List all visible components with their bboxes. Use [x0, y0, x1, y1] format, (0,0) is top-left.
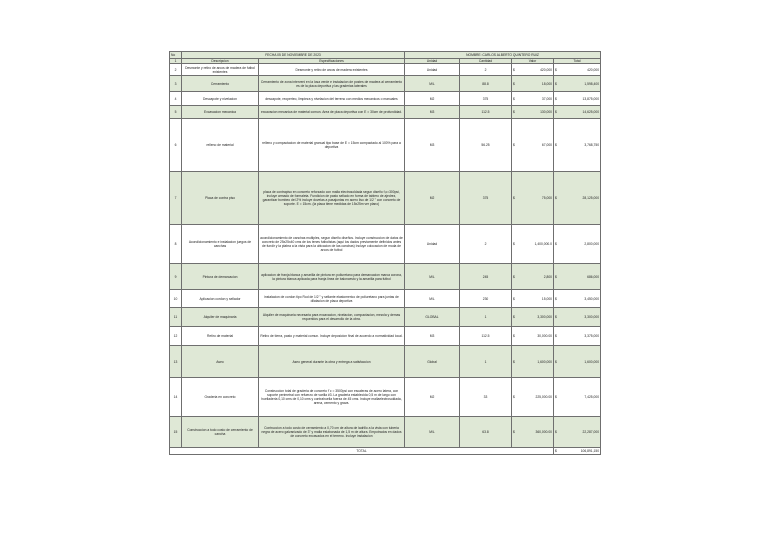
- amount: 3,300,000: [537, 315, 552, 320]
- currency-symbol: $: [555, 196, 557, 201]
- amount: 360,000.00: [535, 430, 552, 435]
- row-value: [512, 346, 554, 378]
- currency-symbol: $: [555, 296, 557, 301]
- budget-table: [169, 51, 601, 455]
- amount: 225,000.00: [535, 395, 552, 400]
- row-unit: M/L: [405, 417, 460, 448]
- row-value: [512, 119, 554, 172]
- amount: 15,000: [541, 296, 552, 301]
- row-quantity: 88.8: [460, 76, 512, 92]
- currency-symbol: $: [513, 395, 515, 400]
- name-header: NOMBRE: CARLOS ALBERTO QUINTERO RUIZ: [405, 52, 601, 59]
- row-total: [554, 225, 601, 264]
- currency-symbol: $: [513, 242, 515, 247]
- amount: 28,125,000: [582, 196, 600, 201]
- row-description: Placa de contra piso: [182, 172, 259, 225]
- row-specifications: Contruccion a todo costo de cerramiento a 0,70 cm de altura de ladrillo a la vista con tuberia negra de acero galvanizado de 3" y malla eslabonada de 1,5 m de altura. Empotrados en dados de concreto excavados en el terreno. Incluye instalacion: [259, 417, 405, 448]
- row-quantity: 375: [460, 92, 512, 106]
- row-value: [512, 264, 554, 290]
- total-row: [170, 448, 601, 455]
- row-total: [554, 64, 601, 76]
- row-total: [554, 119, 601, 172]
- amount: 13,875,000: [582, 96, 600, 101]
- currency-symbol: $: [513, 359, 515, 364]
- amount: 3,375,000: [584, 334, 600, 339]
- row-unit: Unidad: [405, 64, 460, 76]
- col-unit: Unidad: [405, 59, 460, 64]
- currency-symbol: $: [513, 96, 515, 101]
- amount: 18,000: [541, 81, 552, 86]
- no-header: No: [170, 52, 182, 59]
- currency-symbol: $: [555, 449, 557, 454]
- row-total: [554, 92, 601, 106]
- currency-symbol: $: [513, 296, 515, 301]
- table-row: [170, 225, 601, 264]
- amount: 1,600,000: [537, 359, 552, 364]
- row-quantity: 33: [460, 378, 512, 417]
- amount: 130,000: [540, 110, 552, 115]
- row-specifications: Alquiler de maquinaria necesaria para excavacion, nivelacion, compactacion, mezcla y demas requeridos para el desarrollo de la obra.: [259, 308, 405, 327]
- row-description: Graderia en concreto: [182, 378, 259, 417]
- row-specifications: instalacion de cordon tipo Rod de 1/2 " y sellante elastomerico de poliuretano para juntas de dilatacion de placa deportiva: [259, 290, 405, 308]
- row-description: Aseo: [182, 346, 259, 378]
- row-specifications: Retiro de tierra, pasto y material comun. Incluye deposicion final de acuerdo a normatividad local.: [259, 327, 405, 346]
- table-row: [170, 172, 601, 225]
- currency-symbol: $: [555, 67, 557, 72]
- currency-symbol: $: [555, 430, 557, 435]
- currency-symbol: $: [513, 334, 515, 339]
- row-number: 15: [170, 417, 182, 448]
- row-total: [554, 290, 601, 308]
- header-row: [170, 52, 601, 59]
- row-specifications: Desmonte y retiro de arcos de madera existentes: [259, 64, 405, 76]
- row-value: [512, 92, 554, 106]
- row-value: [512, 417, 554, 448]
- row-value: [512, 106, 554, 119]
- row-quantity: 1: [460, 346, 512, 378]
- row-description: Cerramiento: [182, 76, 259, 92]
- amount: 1,600,000: [584, 359, 600, 364]
- amount: 3,450,000: [584, 296, 600, 301]
- row-total: [554, 172, 601, 225]
- currency-symbol: $: [555, 274, 557, 279]
- row-number: 12: [170, 327, 182, 346]
- currency-symbol: $: [555, 143, 557, 148]
- row-value: [512, 172, 554, 225]
- row-unit: M3: [405, 106, 460, 119]
- currency-symbol: $: [555, 81, 557, 86]
- amount: 106,891,150: [580, 449, 600, 454]
- date-header: FECHA 05 DE NOVIEMBRE DE 2023: [182, 52, 405, 59]
- amount: 3,300,000: [584, 315, 600, 320]
- row-total: [554, 327, 601, 346]
- currency-symbol: $: [513, 274, 515, 279]
- currency-symbol: $: [555, 359, 557, 364]
- currency-symbol: $: [555, 96, 557, 101]
- total-amount-cell: [554, 448, 601, 455]
- row-specifications: acondicionamiento de canchas multiples, segun diseño diseños. Incluye construccion de datos de concreto de 25x25x40 cms de los tenes futbolistas (aqui los dados previamente definidos antes de fundir y la plabra a la vista para la ubicacion de las canchas) Incluye colocacion de moda de arcos de futbol: [259, 225, 405, 264]
- row-description: Retiro de material: [182, 327, 259, 346]
- row-unit: GLOBAL: [405, 308, 460, 327]
- total-label: TOTAL: [170, 448, 554, 455]
- table-row: [170, 378, 601, 417]
- row-value: [512, 64, 554, 76]
- row-number: 5: [170, 106, 182, 119]
- row-quantity: 112.5: [460, 106, 512, 119]
- row-value: [512, 290, 554, 308]
- row-unit: Global: [405, 346, 460, 378]
- row-number: 10: [170, 290, 182, 308]
- amount: 30,000.00: [537, 334, 552, 339]
- row-specifications: descapote, reoperteo, limpieza y nivelacion del terreno con medios mecanicos o manuales: [259, 92, 405, 106]
- row-specifications: aplicacion de franja blanca y amarilla de pintura en poliuretano para demarcacion marca corona, la pintura blanca aplicada para franja linea de baloncesto y la amarilla para futbol: [259, 264, 405, 290]
- row-total: [554, 308, 601, 327]
- amount: 2,800,000: [584, 242, 600, 247]
- col-description: Descripcion: [182, 59, 259, 64]
- table-row: [170, 106, 601, 119]
- row-specifications: relleno y compactacion de material granual tipo base de E = 15cm compactado al 100% para a deportiva: [259, 119, 405, 172]
- amount: 22,287,000: [582, 430, 600, 435]
- row-description: Descapote y nivelacion: [182, 92, 259, 106]
- col-quantity: Cantidad: [460, 59, 512, 64]
- currency-symbol: $: [555, 242, 557, 247]
- row-unit: M2: [405, 172, 460, 225]
- amount: 75,000: [541, 196, 552, 201]
- row-quantity: 375: [460, 172, 512, 225]
- col-specifications: Especificaciones: [259, 59, 405, 64]
- table-row: [170, 417, 601, 448]
- table-row: [170, 308, 601, 327]
- row-unit: M2: [405, 92, 460, 106]
- row-description: Acondicionamiento e instalacion juegos de canchas: [182, 225, 259, 264]
- currency-symbol: $: [513, 81, 515, 86]
- currency-symbol: $: [513, 430, 515, 435]
- amount: 420,000: [587, 67, 600, 72]
- amount: 1,598,400: [584, 81, 600, 86]
- col-value: Valor: [512, 59, 554, 64]
- row-quantity: 63.8: [460, 417, 512, 448]
- row-number: 13: [170, 346, 182, 378]
- table-row: [170, 64, 601, 76]
- row-number: 9: [170, 264, 182, 290]
- row-specifications: placa de contrapiso en concreto reforzado con malla electrosoldada segun diseño f,c=300psi, incluye armado de formaleta. Fundicion de pasto sellado en forma de tablero de ajedrez, garantizar bombeo del 2% incluye dovelas a pasajuntas en acero liso de 1/2 " con concreto de soporte. E = 15cm. (la placa tiene medidas de 15x25m ver plano): [259, 172, 405, 225]
- row-specifications: Aseo general durante la obra y entrega a satisfaccion: [259, 346, 405, 378]
- row-unit: M3: [405, 327, 460, 346]
- currency-symbol: $: [555, 110, 557, 115]
- row-quantity: 2: [460, 64, 512, 76]
- row-number: 8: [170, 225, 182, 264]
- row-description: Pintura de demarcacion: [182, 264, 259, 290]
- table-row: [170, 76, 601, 92]
- currency-symbol: $: [555, 334, 557, 339]
- row-unit: M/L: [405, 76, 460, 92]
- col-total: Total: [554, 59, 601, 64]
- table-row: [170, 327, 601, 346]
- row-description: Alquiler de maquinaria: [182, 308, 259, 327]
- row-value: [512, 225, 554, 264]
- currency-symbol: $: [513, 67, 515, 72]
- amount: 14,625,000: [582, 110, 600, 115]
- currency-symbol: $: [555, 315, 557, 320]
- amount: 67,000: [541, 143, 552, 148]
- table-body: [170, 52, 601, 455]
- row-number: 7: [170, 172, 182, 225]
- row-description: Construccion a todo costo de cerramiento de cancha: [182, 417, 259, 448]
- row-total: [554, 417, 601, 448]
- row-total: [554, 106, 601, 119]
- row-total: [554, 346, 601, 378]
- row-number: 3: [170, 76, 182, 92]
- amount: 37,000: [541, 96, 552, 101]
- table-row: [170, 290, 601, 308]
- row-quantity: 2: [460, 225, 512, 264]
- currency-symbol: $: [513, 196, 515, 201]
- row-description: Aplicacion cordon y sellador: [182, 290, 259, 308]
- currency-symbol: $: [513, 143, 515, 148]
- row-value: [512, 378, 554, 417]
- row-number: 11: [170, 308, 182, 327]
- row-value: [512, 76, 554, 92]
- row-description: Excavacion mecanica: [182, 106, 259, 119]
- row-quantity: 56.25: [460, 119, 512, 172]
- amount: 686,000: [587, 274, 600, 279]
- row-number: 4: [170, 92, 182, 106]
- row-unit: M/L: [405, 290, 460, 308]
- row-unit: M/L: [405, 264, 460, 290]
- row-unit: M2: [405, 378, 460, 417]
- amount: 420,000: [540, 67, 552, 72]
- row-total: [554, 378, 601, 417]
- row-quantity: 1: [460, 308, 512, 327]
- currency-symbol: $: [513, 315, 515, 320]
- amount: 3,768,750: [584, 143, 600, 148]
- row-quantity: 245: [460, 264, 512, 290]
- row-description: relleno de material: [182, 119, 259, 172]
- row-unit: Unidad: [405, 225, 460, 264]
- row-specifications: Construccion total de graderia de concreto f´c = 3500psi con escaleras de acero latera, con soporte perimetral con refuerzo de varilla #3. La graderia establecida 0,5 m de largo con huelladeria 0,10 cms de 0,10 cms y contrahuella fuerza de 45 cms. Incluye mallaelectrosoldada, arena, cemento y grava.: [259, 378, 405, 417]
- row-quantity: 230: [460, 290, 512, 308]
- col-item: 1: [170, 59, 182, 64]
- row-specifications: Cerramiento de zona interveni en la losa verde e instalacion de postes de madera al cerramiento es de la placa deportiva y las graderias laterales: [259, 76, 405, 92]
- amount: 1,400,000.0: [534, 242, 552, 247]
- row-total: [554, 76, 601, 92]
- row-number: 14: [170, 378, 182, 417]
- row-description: Desmonte y retiro de arcos de madera de futbol existentes: [182, 64, 259, 76]
- table-row: [170, 346, 601, 378]
- table-row: [170, 119, 601, 172]
- row-specifications: excavacion mecanica de material comun. Area de placa deportiva con E = 30cm de profundidad.: [259, 106, 405, 119]
- table-row: [170, 264, 601, 290]
- row-number: 2: [170, 64, 182, 76]
- currency-symbol: $: [555, 395, 557, 400]
- amount: 7,425,000: [584, 395, 600, 400]
- amount: 2,800: [543, 274, 552, 279]
- currency-symbol: $: [513, 110, 515, 115]
- row-value: [512, 327, 554, 346]
- row-number: 6: [170, 119, 182, 172]
- row-unit: M3: [405, 119, 460, 172]
- row-total: [554, 264, 601, 290]
- row-quantity: 112.5: [460, 327, 512, 346]
- row-value: [512, 308, 554, 327]
- table-row: [170, 92, 601, 106]
